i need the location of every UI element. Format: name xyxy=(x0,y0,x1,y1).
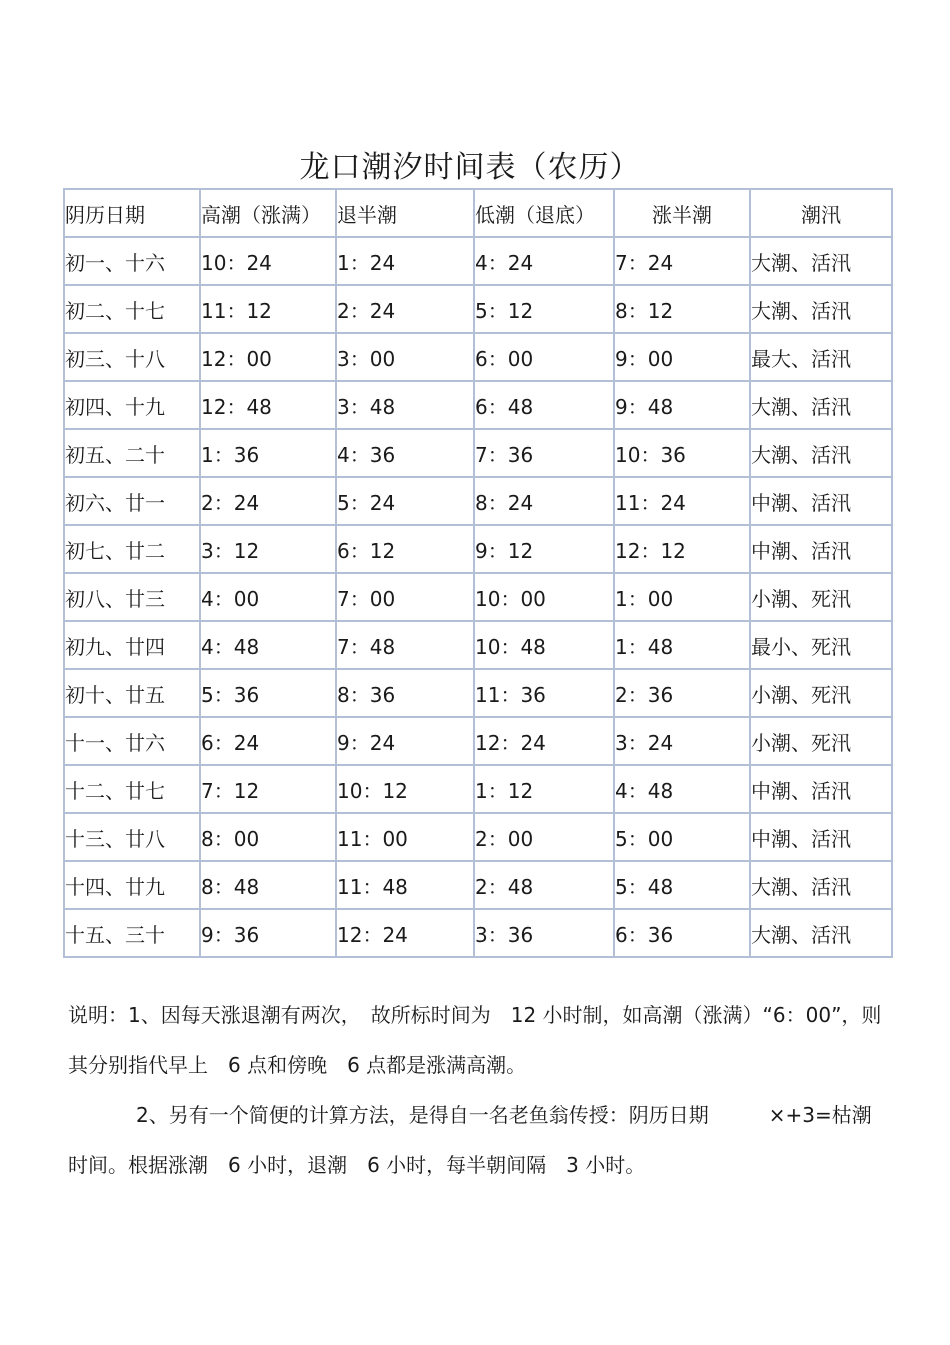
cell-tide-type: 大潮、活汛 xyxy=(750,285,892,333)
cell-tide-type: 大潮、活汛 xyxy=(750,237,892,285)
cell-half-flood: 5：00 xyxy=(614,813,750,861)
cell-half-flood: 1：00 xyxy=(614,573,750,621)
cell-high-tide: 12：00 xyxy=(200,333,336,381)
cell-low-tide: 2：48 xyxy=(474,861,614,909)
cell-half-ebb: 8：36 xyxy=(336,669,474,717)
cell-lunar-date: 十一、廿六 xyxy=(64,717,200,765)
cell-half-ebb: 3：00 xyxy=(336,333,474,381)
table-row xyxy=(64,765,892,813)
table-row xyxy=(64,813,892,861)
cell-high-tide: 1：36 xyxy=(200,429,336,477)
table-row xyxy=(64,381,892,429)
cell-half-flood: 8：12 xyxy=(614,285,750,333)
cell-tide-type: 最大、活汛 xyxy=(750,333,892,381)
cell-lunar-date: 初三、十八 xyxy=(64,333,200,381)
cell-half-flood: 9：00 xyxy=(614,333,750,381)
cell-tide-type: 大潮、活汛 xyxy=(750,909,892,957)
cell-high-tide: 3：12 xyxy=(200,525,336,573)
table-row xyxy=(64,861,892,909)
cell-lunar-date: 初八、廿三 xyxy=(64,573,200,621)
cell-half-ebb: 11：48 xyxy=(336,861,474,909)
cell-lunar-date: 十五、三十 xyxy=(64,909,200,957)
cell-half-ebb: 9：24 xyxy=(336,717,474,765)
cell-high-tide: 11：12 xyxy=(200,285,336,333)
cell-lunar-date: 初五、二十 xyxy=(64,429,200,477)
cell-lunar-date: 初四、十九 xyxy=(64,381,200,429)
header-lunar-date: 阴历日期 xyxy=(64,189,200,237)
header-half-ebb: 退半潮 xyxy=(336,189,474,237)
cell-half-flood: 11：24 xyxy=(614,477,750,525)
cell-half-ebb: 2：24 xyxy=(336,285,474,333)
table-row xyxy=(64,285,892,333)
cell-lunar-date: 初二、十七 xyxy=(64,285,200,333)
cell-low-tide: 9：12 xyxy=(474,525,614,573)
header-high-tide: 高潮（涨满） xyxy=(200,189,336,237)
header-half-flood: 涨半潮 xyxy=(614,189,750,237)
table-row xyxy=(64,621,892,669)
cell-half-flood: 7：24 xyxy=(614,237,750,285)
note-paragraph-2: 2、另有一个简便的计算方法，是得自一名老鱼翁传授：阴历日期 ×+3=枯潮时间。根据涨潮 6 小时，退潮 6 小时，每半朝间隔 3 小时。 xyxy=(68,1103,872,1177)
cell-half-ebb: 6：12 xyxy=(336,525,474,573)
cell-half-ebb: 10：12 xyxy=(336,765,474,813)
cell-lunar-date: 初六、廿一 xyxy=(64,477,200,525)
table-header-row xyxy=(64,189,892,237)
notes xyxy=(68,990,888,1190)
cell-high-tide: 4：48 xyxy=(200,621,336,669)
cell-high-tide: 9：36 xyxy=(200,909,336,957)
cell-low-tide: 12：24 xyxy=(474,717,614,765)
header-tide-type: 潮汛 xyxy=(750,189,892,237)
cell-half-flood: 5：48 xyxy=(614,861,750,909)
cell-low-tide: 10：48 xyxy=(474,621,614,669)
table-row xyxy=(64,573,892,621)
cell-low-tide: 10：00 xyxy=(474,573,614,621)
cell-lunar-date: 初九、廿四 xyxy=(64,621,200,669)
cell-tide-type: 中潮、活汛 xyxy=(750,525,892,573)
cell-half-flood: 1：48 xyxy=(614,621,750,669)
cell-low-tide: 6：00 xyxy=(474,333,614,381)
cell-half-ebb: 7：00 xyxy=(336,573,474,621)
cell-half-flood: 9：48 xyxy=(614,381,750,429)
table-row xyxy=(64,333,892,381)
cell-lunar-date: 十三、廿八 xyxy=(64,813,200,861)
note-paragraph-1: 说明：1、因每天涨退潮有两次， 故所标时间为 12 小时制，如高潮（涨满）“6：00”，则其分别指代早上 6 点和傍晚 6 点都是涨满高潮。 xyxy=(68,1003,882,1077)
cell-tide-type: 大潮、活汛 xyxy=(750,861,892,909)
cell-high-tide: 2：24 xyxy=(200,477,336,525)
cell-half-ebb: 3：48 xyxy=(336,381,474,429)
header-low-tide: 低潮（退底） xyxy=(474,189,614,237)
cell-low-tide: 6：48 xyxy=(474,381,614,429)
cell-high-tide: 4：00 xyxy=(200,573,336,621)
table-row xyxy=(64,477,892,525)
table-row xyxy=(64,525,892,573)
cell-high-tide: 12：48 xyxy=(200,381,336,429)
cell-half-ebb: 5：24 xyxy=(336,477,474,525)
page-title: 龙口潮汐时间表（农历） xyxy=(299,150,641,185)
cell-high-tide: 7：12 xyxy=(200,765,336,813)
cell-lunar-date: 初七、廿二 xyxy=(64,525,200,573)
table-body xyxy=(64,237,892,957)
cell-tide-type: 小潮、死汛 xyxy=(750,669,892,717)
cell-tide-type: 中潮、活汛 xyxy=(750,765,892,813)
cell-half-flood: 12：12 xyxy=(614,525,750,573)
cell-low-tide: 7：36 xyxy=(474,429,614,477)
cell-tide-type: 中潮、活汛 xyxy=(750,813,892,861)
cell-low-tide: 3：36 xyxy=(474,909,614,957)
cell-lunar-date: 初十、廿五 xyxy=(64,669,200,717)
table-row xyxy=(64,669,892,717)
cell-low-tide: 8：24 xyxy=(474,477,614,525)
cell-low-tide: 1：12 xyxy=(474,765,614,813)
cell-tide-type: 大潮、活汛 xyxy=(750,429,892,477)
cell-low-tide: 4：24 xyxy=(474,237,614,285)
cell-high-tide: 6：24 xyxy=(200,717,336,765)
cell-low-tide: 2：00 xyxy=(474,813,614,861)
tide-table xyxy=(63,188,893,958)
cell-half-ebb: 7：48 xyxy=(336,621,474,669)
cell-tide-type: 中潮、活汛 xyxy=(750,477,892,525)
cell-tide-type: 大潮、活汛 xyxy=(750,381,892,429)
table-row xyxy=(64,717,892,765)
cell-half-ebb: 11：00 xyxy=(336,813,474,861)
cell-low-tide: 5：12 xyxy=(474,285,614,333)
table-row xyxy=(64,429,892,477)
cell-half-flood: 10：36 xyxy=(614,429,750,477)
cell-high-tide: 10：24 xyxy=(200,237,336,285)
cell-half-ebb: 1：24 xyxy=(336,237,474,285)
cell-half-flood: 6：36 xyxy=(614,909,750,957)
table-row xyxy=(64,909,892,957)
cell-tide-type: 最小、死汛 xyxy=(750,621,892,669)
cell-high-tide: 8：48 xyxy=(200,861,336,909)
cell-low-tide: 11：36 xyxy=(474,669,614,717)
cell-tide-type: 小潮、死汛 xyxy=(750,573,892,621)
cell-high-tide: 5：36 xyxy=(200,669,336,717)
cell-lunar-date: 十四、廿九 xyxy=(64,861,200,909)
cell-lunar-date: 初一、十六 xyxy=(64,237,200,285)
cell-half-ebb: 4：36 xyxy=(336,429,474,477)
cell-half-flood: 2：36 xyxy=(614,669,750,717)
cell-lunar-date: 十二、廿七 xyxy=(64,765,200,813)
table-row xyxy=(64,237,892,285)
cell-half-ebb: 12：24 xyxy=(336,909,474,957)
cell-half-flood: 3：24 xyxy=(614,717,750,765)
cell-high-tide: 8：00 xyxy=(200,813,336,861)
cell-half-flood: 4：48 xyxy=(614,765,750,813)
cell-tide-type: 小潮、死汛 xyxy=(750,717,892,765)
